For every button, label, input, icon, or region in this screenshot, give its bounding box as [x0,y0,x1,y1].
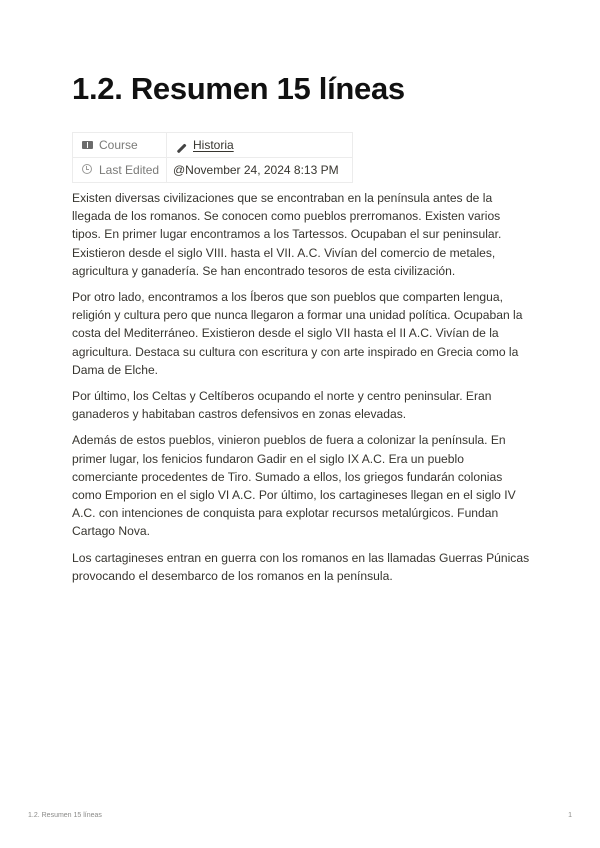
property-key-course [73,133,167,158]
paragraph: Existen diversas civilizaciones que se encontraban en la península antes de la llegada de los romanos. Se conocen como pueblos prerromanos. Existen varios tipos. En primer lugar encontramos a los Tartessos. Ocupaban el sur peninsular. Existieron desde el siglo VIII. hasta el VII. A.C. Vivían del comercio de metales, agricultura y ganadería. Se han encontrado tesoros de esta civilización. [72,191,502,278]
footer-page-number: 1 [568,812,572,819]
clock-icon [79,163,95,177]
course-link[interactable]: Historia [193,137,234,152]
page-title: 1.2. Resumen 15 líneas [72,71,405,106]
paragraph: Por otro lado, encontramos a los Íberos que son pueblos que comparten lengua, religión y cultura pero que nunca llegaron a formar una unidad política. Ocupaban la costa del Mediterráneo. Existieron desde el siglo VII hasta el II A.C. Vivían de la agricultura. Destaca su cultura con escritura y con arte inspirado en Grecia como la Dama de Elche. [72,290,523,377]
book-icon [79,138,95,152]
last-edited-date: @November 24, 2024 8:13 PM [173,163,339,177]
paragraph: Además de estos pueblos, vinieron pueblos de fuera a colonizar la península. En primer lugar, los fenicios fundaron Gadir en el siglo IX A.C. Era un pueblo comerciante procedentes de Tiro. Sumado a ellos, los griegos fundarán colonias como Emporion en el siglo VI A.C. Por último, los cartagineses llegan en el siglo IV A.C. con intenciones de conquista para explotar recursos metalúrgicos. Fundan Cartago Nova. [72,433,516,539]
property-key-label: Last Edited [99,162,160,177]
property-value-course[interactable] [167,133,353,158]
properties-table [72,132,353,183]
property-row-course [73,133,353,158]
paragraph: Los cartagineses entran en guerra con los romanos en las llamadas Guerras Púnicas provocando el desembarco de los romanos en la península. [72,550,530,583]
footer-title: 1.2. Resumen 15 líneas [28,812,102,819]
pencil-icon [173,138,189,152]
property-value-last-edited [167,158,353,183]
page-content [72,189,532,593]
property-row-last-edited [73,158,353,183]
property-key-last-edited [73,158,167,183]
paragraph: Por último, los Celtas y Celtíberos ocupando el norte y centro peninsular. Eran ganaderos y habitaban castros defensivos en zonas elevadas. [72,389,492,422]
property-key-label: Course [99,137,138,152]
